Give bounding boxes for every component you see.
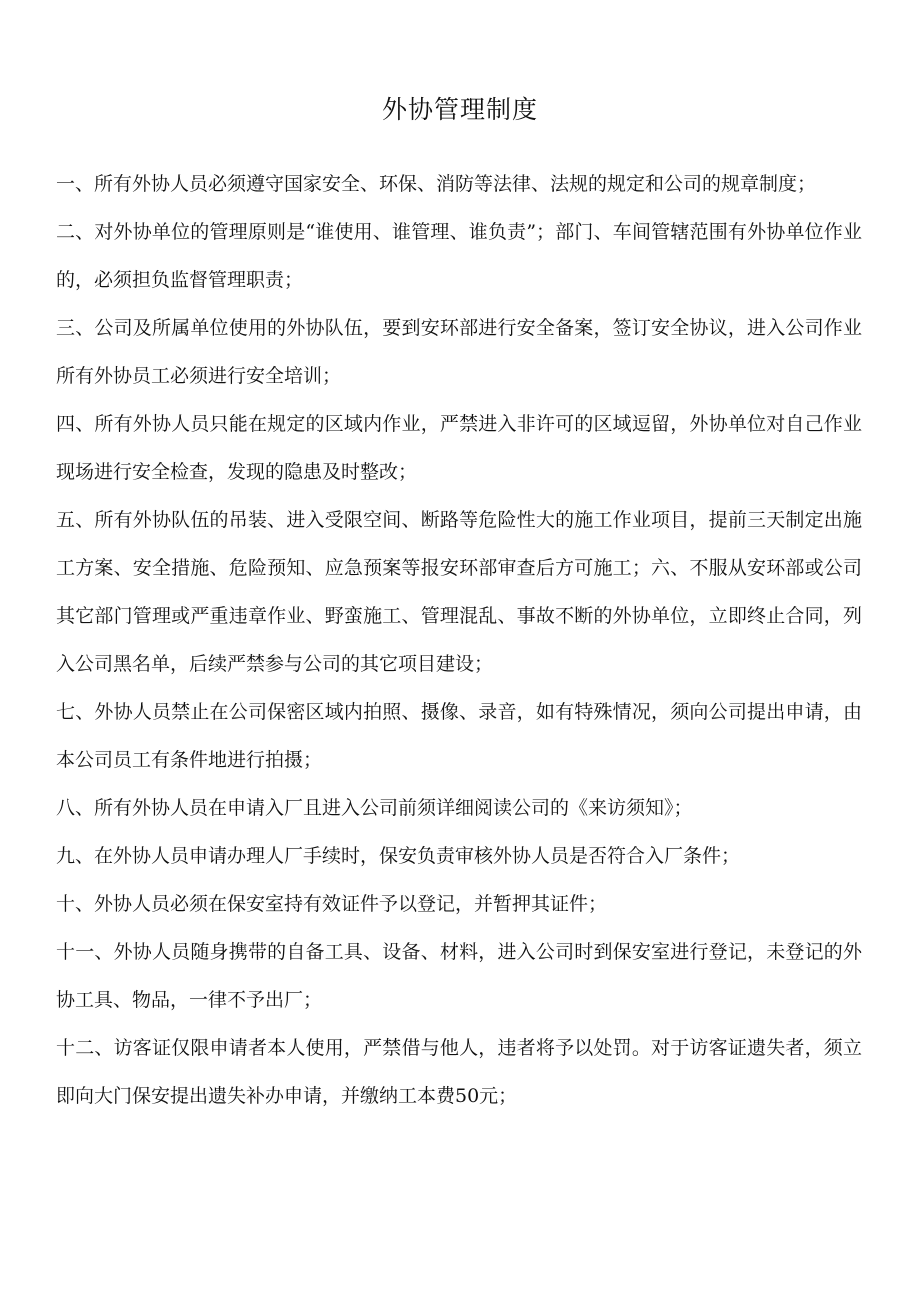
clause-9: 九、在外协人员申请办理人厂手续时，保安负责审核外协人员是否符合入厂条件； bbox=[56, 845, 741, 867]
clause-12: 十二、访客证仅限申请者本人使用，严禁借与他人，违者将予以处罚。对于访客证遗失者，须立即向大门保安提出遗失补办申请，并缴纳工本费50元； bbox=[56, 1037, 862, 1107]
document-body bbox=[56, 160, 862, 1120]
clause-1: 一、所有外协人员必须遵守国家安全、环保、消防等法律、法规的规定和公司的规章制度； bbox=[56, 173, 817, 195]
clause-2: 二、对外协单位的管理原则是“谁使用、谁管理、谁负责”；部门、车间管辖范围有外协单位作业的，必须担负监督管理职责； bbox=[56, 221, 862, 291]
clause-8: 八、所有外协人员在申请入厂且进入公司前须详细阅读公司的《来访须知》； bbox=[56, 797, 693, 819]
clause-10: 十、外协人员必须在保安室持有效证件予以登记，并暂押其证件； bbox=[56, 893, 608, 915]
clause-7: 七、外协人员禁止在公司保密区域内拍照、摄像、录音，如有特殊情况，须向公司提出申请，由本公司员工有条件地进行拍摄； bbox=[56, 701, 862, 771]
clause-4: 四、所有外协人员只能在规定的区域内作业，严禁进入非许可的区域逗留，外协单位对自己作业现场进行安全检查，发现的隐患及时整改； bbox=[56, 413, 862, 483]
document-title: 外协管理制度 bbox=[381, 95, 538, 124]
clause-3: 三、公司及所属单位使用的外协队伍，要到安环部进行安全备案，签订安全协议，进入公司作业所有外协员工必须进行安全培训； bbox=[56, 317, 862, 387]
clause-11: 十一、外协人员随身携带的自备工具、设备、材料，进入公司时到保安室进行登记，未登记的外协工具、物品，一律不予出厂； bbox=[56, 941, 862, 1011]
clause-5-6: 五、所有外协队伍的吊装、进入受限空间、断路等危险性大的施工作业项目，提前三天制定出施工方案、安全措施、危险预知、应急预案等报安环部审查后方可施工；六、不服从安环部或公司其它部门管理或严重违章作业、野蛮施工、管理混乱、事故不断的外协单位，立即终止合同，列入公司黑名单，后续严禁参与公司的其它项目建设； bbox=[56, 509, 862, 675]
